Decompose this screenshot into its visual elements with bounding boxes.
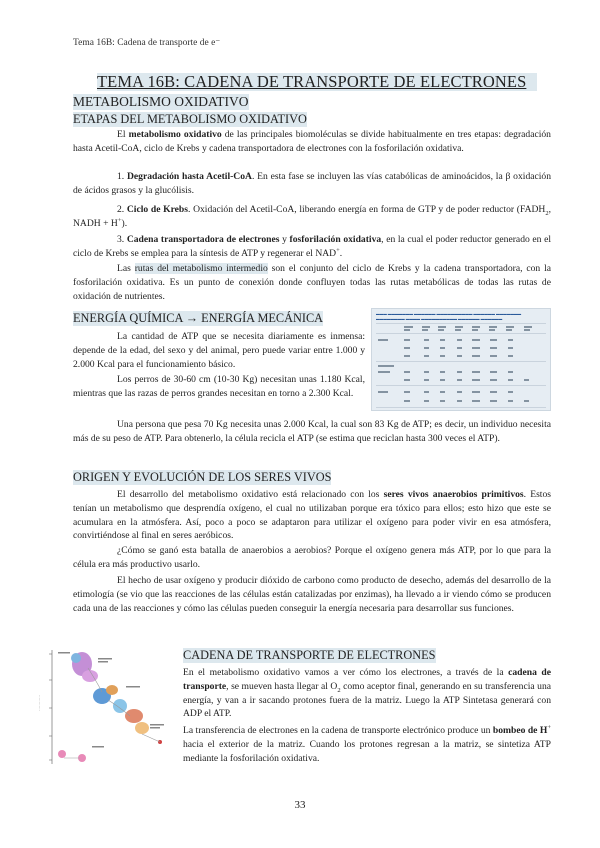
subsection-heading-etapas: ETAPAS DEL METABOLISMO OXIDATIVO: [73, 112, 307, 126]
svg-text:············: ············: [37, 695, 42, 711]
etapa-2-item: 2. Ciclo de Krebs. Oxidación del Acetil-CoA, liberando energía en forma de GTP y de poder reductor ($FADH_2$, NADH + H+).: [73, 204, 552, 229]
cadena-paragraph-1: En el metabolismo oxidativo vamos a ver cómo los electrones, a través de la cadena de transporte, se mueven hasta llegar al $O_2$ como aceptor final, generando en su transferencia una energía, y van a ir sacando protones fuera de la matriz. Luego la ATP Sintetasa generará con ADP el ATP.: [183, 667, 552, 720]
page-title: TEMA 16B: CADENA DE TRANSPORTE DE ELECTRONES: [97, 73, 537, 91]
subsection-heading-origen: ORIGEN Y EVOLUCIÓN DE LOS SERES VIVOS: [73, 470, 332, 484]
cadena-paragraph-2: La transferencia de electrones en la cadena de transporte electrónico produce un bombeo de H+ hacia el exterior de la matriz. Cuando los protones regresan a la matriz, se sintetiza ATP mediante la fosforilación oxidativa.: [183, 723, 551, 764]
subsection-heading-cadena: CADENA DE TRANSPORTE DE ELECTRONES: [183, 648, 436, 662]
energy-table-image: [371, 308, 551, 411]
etapas-paragraph-1: El metabolismo oxidativo de las principales biomoléculas se divide habitualmente en tres etapas: degradación hasta Acetil-CoA, ciclo de Krebs y cadena transportadora de electrones con la fosforilación oxidativa.: [73, 129, 551, 154]
energia-paragraph-2: Los perros de 30-60 cm (10-30 Kg) necesitan unas 1.180 Kcal, mientras que las razas de perros grandes necesitan en torno a 2.300 Kcal.: [73, 374, 365, 399]
etapa-3-item: 3. Cadena transportadora de electrones y fosforilación oxidativa, en la cual el poder reductor generado en el ciclo de Krebs se emplea para la síntesis de ATP y regenerar el NAD+.: [73, 234, 552, 259]
etapa-1-item: 1. Degradación hasta Acetil-CoA. En esta fase se incluyen las vías catabólicas de aminoácidos, la β oxidación de ácidos grasos y la glucólisis.: [73, 171, 552, 196]
origen-paragraph-1: El desarrollo del metabolismo oxidativo está relacionado con los seres vivos anaerobios primitivos. Estos tenían un metabolismo que desprendía oxígeno, el cual no utilizaban porque era tóxico para ellos; esto hizo que este se acumulara en la atmósfera. Así, poco a poco se adaptaron para utilizar el oxígeno para poder vivir en esa atmósfera, convirtiéndose al final en seres aeróbicos.: [73, 489, 552, 542]
energia-paragraph-1: La cantidad de ATP que se necesita diariamente es inmensa: depende de la edad, del sexo y del animal, pero puede variar entre 1.000 y 2.000 Kcal para el funcionamiento básico.: [73, 331, 365, 370]
table-cells-graphic: [372, 309, 550, 410]
electron-transport-diagram: [38, 646, 178, 770]
section-heading-metabolismo: METABOLISMO OXIDATIVO: [73, 94, 249, 109]
table-caption: ▬▬▬ ▬▬▬▬▬▬▬ ▬▬▬▬▬▬ ▬▬▬▬▬▬▬▬▬▬ ▬▬▬▬▬▬ ▬▬▬▬▬▬▬ ▬▬▬▬▬▬▬▬ ▬▬▬▬ ▬▬▬▬▬▬▬▬▬▬ ▬▬▬▬▬▬ ▬▬▬▬▬▬: [376, 312, 522, 321]
running-header: Tema 16B: Cadena de transporte de e⁻: [73, 38, 221, 48]
energia-paragraph-3: Una persona que pesa 70 Kg necesita unas 2.000 Kcal, la cual son 83 Kg de ATP; es decir, un individuo necesita más de su peso de ATP. Para obtenerlo, la célula recicla el ATP (se estima que reciclan hasta 300 veces el ATP).: [73, 419, 551, 444]
origen-paragraph-3: El hecho de usar oxígeno y producir dióxido de carbono como producto de desecho, además del desarrollo de la etimología (se vio que las reacciones de las células están catalizadas por enzimas), ha llevado a ir viendo cómo se producen cada una de las reacciones y cómo las células pueden conseguir la energía necesaria para desarrollar sus funciones.: [73, 575, 551, 614]
page-number: 33: [294, 799, 306, 811]
etapas-paragraph-2: Las rutas del metabolismo intermedio son el conjunto del ciclo de Krebs y la cadena transportadora, con la fosforilación oxidativa. Es un punto de conexión donde confluyen todas las rutas metabólicas de todas las rutas de oxidación de nutrientes.: [73, 263, 551, 302]
subsection-heading-energia: ENERGÍA QUÍMICA → ENERGÍA MECÁNICA: [73, 311, 324, 325]
origen-paragraph-2: ¿Cómo se ganó esta batalla de anaerobios a aerobios? Porque el oxígeno genera más ATP, por lo que para la célula era más productivo usarlo.: [73, 545, 551, 570]
